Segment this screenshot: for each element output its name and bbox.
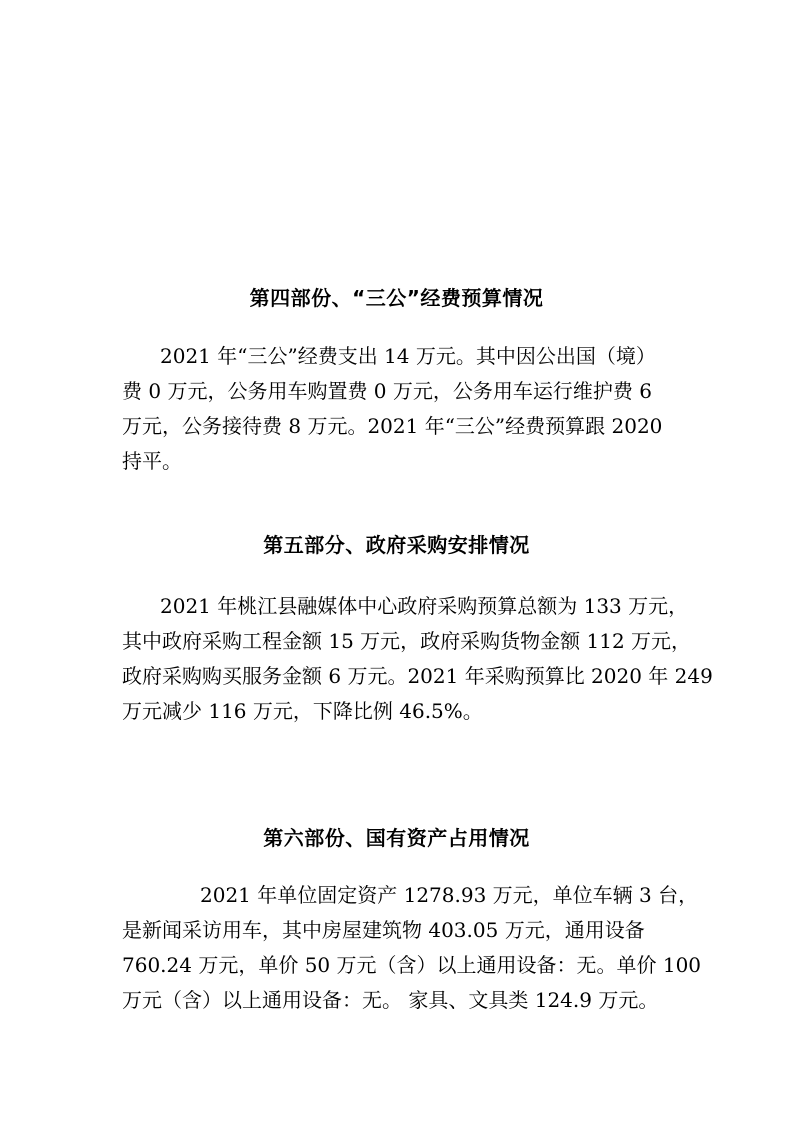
paragraph-line: 其中政府采购工程金额 15 万元，政府采购货物金额 112 万元， — [122, 629, 692, 653]
paragraph-line: 持平。 — [122, 449, 182, 473]
paragraph-line: 2021 年“三公”经费支出 14 万元。其中因公出国（境） — [160, 344, 656, 368]
section-4-paragraph — [122, 339, 682, 479]
paragraph-line: 政府采购购买服务金额 6 万元。2021 年采购预算比 2020 年 249 — [122, 664, 713, 688]
paragraph-line: 是新闻采访用车，其中房屋建筑物 403.05 万元，通用设备 — [122, 918, 645, 942]
section-5-paragraph — [122, 589, 713, 729]
paragraph-line: 2021 年桃江县融媒体中心政府采购预算总额为 133 万元， — [160, 594, 689, 618]
section-6-paragraph — [122, 878, 702, 1018]
paragraph-line: 费 0 万元，公务用车购置费 0 万元，公务用车运行维护费 6 — [122, 379, 652, 403]
paragraph-line: 760.24 万元，单价 50 万元（含）以上通用设备：无。单价 100 — [122, 953, 702, 977]
section-5-heading: 第五部分、政府采购安排情况 — [263, 533, 530, 557]
paragraph-line: 万元减少 116 万元，下降比例 46.5%。 — [122, 699, 483, 723]
section-6-heading: 第六部份、国有资产占用情况 — [263, 826, 530, 850]
section-4-heading: 第四部份、“三公”经费预算情况 — [249, 286, 544, 310]
paragraph-line: 万元（含）以上通用设备：无。 家具、文具类 124.9 万元。 — [122, 988, 659, 1012]
paragraph-line: 2021 年单位固定资产 1278.93 万元，单位车辆 3 台， — [200, 883, 699, 907]
paragraph-line: 万元，公务接待费 8 万元。2021 年“三公”经费预算跟 2020 — [122, 414, 663, 438]
